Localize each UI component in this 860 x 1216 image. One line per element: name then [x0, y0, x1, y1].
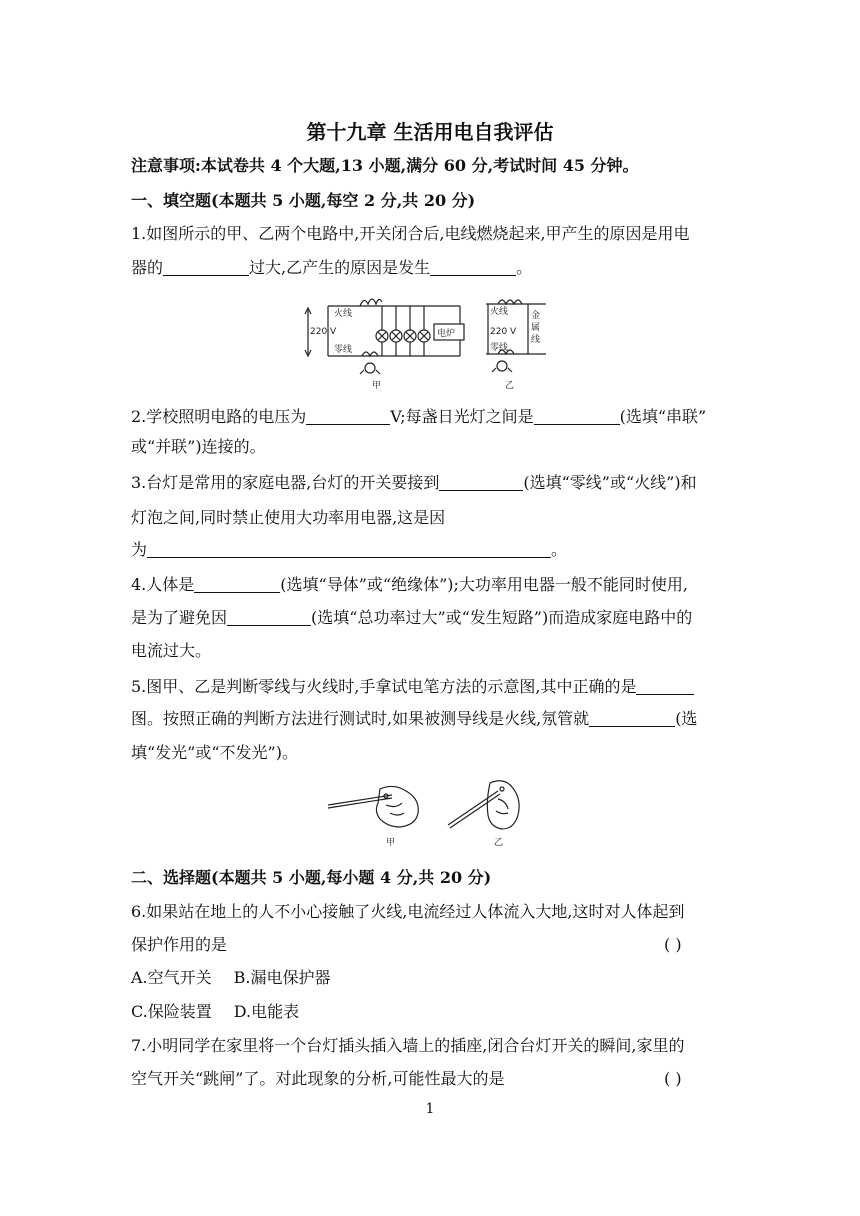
section1-heading: 一、填空题(本题共 5 小题,每空 2 分,共 20 分) — [131, 191, 476, 210]
hand-jia-icon — [328, 786, 418, 827]
q1-text-c: 。 — [516, 258, 533, 277]
jia-label: 甲 — [372, 381, 382, 390]
q7-answer-paren[interactable]: ( ) — [664, 1069, 682, 1088]
fire-icon — [360, 363, 380, 374]
fig2-yi-label: 乙 — [494, 838, 504, 848]
q6-answer-paren[interactable]: ( ) — [664, 935, 682, 954]
q1-blank-1[interactable] — [163, 259, 249, 276]
q4-line3: 电流过大。 — [131, 641, 212, 660]
q6-option-b[interactable]: B.漏电保护器 — [233, 968, 331, 987]
q3-line2: 灯泡之间,同时禁止使用大功率用电器,这是因 — [131, 508, 446, 527]
q6-option-a[interactable]: A.空气开关 — [131, 968, 212, 987]
q6-line1: 6.如果站在地上的人不小心接触了火线,电流经过人体流入大地,这时对人体起到 — [131, 902, 685, 921]
jia-live-label: 火线 — [334, 309, 353, 319]
notice: 注意事项:本试卷共 4 个大题,13 小题,满分 60 分,考试时间 45 分钟。 — [131, 156, 639, 175]
section2-heading: 二、选择题(本题共 5 小题,每小题 4 分,共 20 分) — [131, 868, 492, 887]
q2-text-c: (选填“串联” — [619, 407, 707, 426]
hand-yi-icon — [448, 781, 519, 829]
page-number: 1 — [425, 1101, 435, 1117]
q3-line1 — [131, 473, 697, 493]
stove-label: 电炉 — [437, 329, 456, 339]
q4-blank-2[interactable] — [227, 609, 311, 626]
q3-blank-2[interactable] — [147, 541, 551, 558]
q5-text-a: 5.图甲、乙是判断零线与火线时,手拿试电笔方法的示意图,其中正确的是 — [131, 677, 637, 696]
q5-blank-1[interactable] — [636, 678, 694, 695]
q2-line1 — [131, 407, 706, 427]
q3-text-d: 。 — [551, 540, 568, 559]
yi-voltage-label: 220 V — [490, 327, 517, 337]
q6-line2: 保护作用的是 — [131, 935, 228, 954]
q3-blank-1[interactable] — [439, 474, 523, 491]
q6-option-d[interactable]: D.电能表 — [233, 1002, 300, 1021]
q1-text-a: 器的 — [131, 258, 164, 277]
jia-voltage-label: 220 V — [310, 327, 337, 337]
q6-option-c[interactable]: C.保险装置 — [131, 1002, 212, 1021]
q2-blank-1[interactable] — [306, 408, 390, 425]
q3-line3 — [131, 540, 567, 560]
q2-blank-2[interactable] — [534, 408, 620, 425]
q4-line1 — [131, 575, 688, 595]
q2-text-b: V;每盏日光灯之间是 — [390, 407, 534, 426]
q6-options-row2 — [131, 1002, 299, 1022]
q4-blank-1[interactable] — [194, 576, 280, 593]
circuit-figure — [300, 290, 560, 390]
jia-neutral-label: 零线 — [334, 345, 353, 355]
q2-line2: 或“并联”)连接的。 — [131, 437, 266, 456]
q6-options-row1 — [131, 968, 331, 988]
metal-wire-char-2: 属 — [531, 323, 541, 333]
yi-label: 乙 — [505, 381, 515, 390]
q4-line2 — [131, 608, 692, 628]
q5-blank-2[interactable] — [589, 710, 675, 727]
q1-line2 — [131, 258, 532, 278]
q2-text-a: 2.学校照明电路的电压为 — [131, 407, 307, 426]
q4-text-d: (选填“总功率过大”或“发生短路”)而造成家庭电路中的 — [311, 608, 693, 627]
test-pen-figure — [320, 775, 540, 850]
q1-text-b: 过大,乙产生的原因是发生 — [249, 258, 431, 277]
q5-text-c: (选 — [675, 709, 698, 728]
metal-wire-char-1: 金 — [531, 311, 541, 321]
yi-live-label: 火线 — [490, 307, 509, 317]
q1-blank-2[interactable] — [430, 259, 516, 276]
q5-line2 — [131, 709, 697, 729]
metal-wire-char-3: 线 — [531, 335, 541, 345]
yi-neutral-label: 零线 — [490, 343, 509, 353]
q4-text-b: (选填“导体”或“绝缘体”);大功率用电器一般不能同时使用, — [280, 575, 688, 594]
q5-line3: 填“发光”或“不发光”)。 — [131, 743, 298, 762]
q5-text-b: 图。按照正确的判断方法进行测试时,如果被测导线是火线,氖管就 — [131, 709, 590, 728]
q4-text-c: 是为了避免因 — [131, 608, 228, 627]
q7-line1: 7.小明同学在家里将一个台灯插头插入墙上的插座,闭合台灯开关的瞬间,家里的 — [131, 1036, 685, 1055]
q1-line1: 1.如图所示的甲、乙两个电路中,开关闭合后,电线燃烧起来,甲产生的原因是用电 — [131, 224, 690, 243]
q3-text-a: 3.台灯是常用的家庭电器,台灯的开关要接到 — [131, 473, 440, 492]
q7-line2: 空气开关“跳闸”了。对此现象的分析,可能性最大的是 — [131, 1069, 505, 1088]
q3-text-c: 为 — [131, 540, 148, 559]
q4-text-a: 4.人体是 — [131, 575, 195, 594]
q5-line1 — [131, 677, 694, 697]
q3-text-b: (选填“零线”或“火线”)和 — [523, 473, 697, 492]
fig2-jia-label: 甲 — [386, 838, 396, 848]
page-title: 第十九章 生活用电自我评估 — [306, 120, 554, 144]
